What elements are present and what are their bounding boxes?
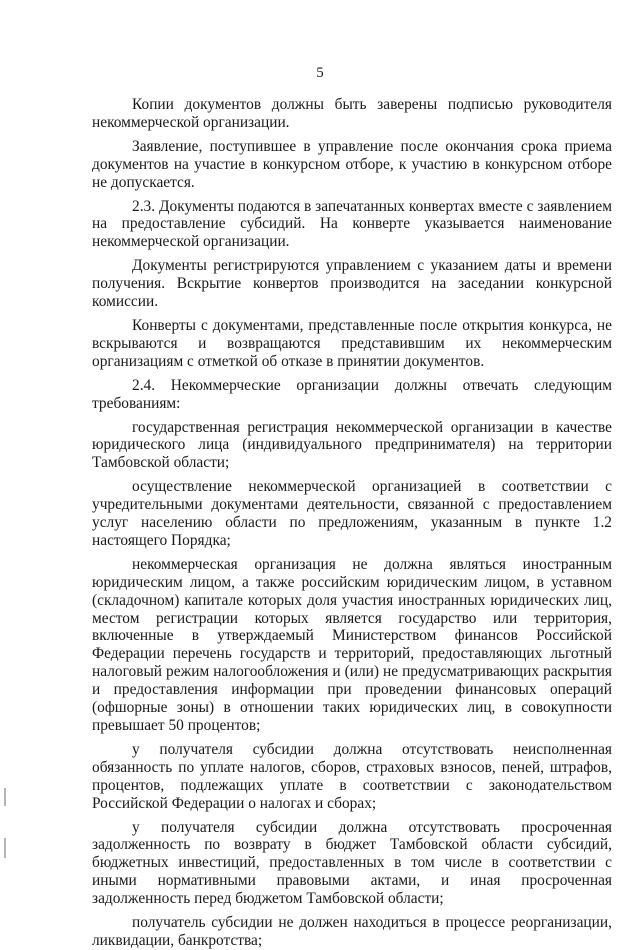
paragraph: Заявление, поступившее в управление после окончания срока приема документов на участие в конкурсном отборе, к участию в конкурсном отборе не допускается. — [92, 137, 612, 191]
document-body — [92, 96, 612, 950]
paragraph: осуществление некоммерческой организацией в соответствии с учредительными документами деятельности, связанной с предоставлением услуг населению области по предложениям, указанным в пункте 1.2 настоящего Порядка; — [92, 478, 612, 549]
page-number: 5 — [316, 65, 324, 81]
paragraph: 2.3. Документы подаются в запечатанных конвертах вместе с заявлением на предоставление субсидий. На конверте указывается наименование некоммерческой организации. — [92, 197, 612, 251]
paragraph: некоммерческая организация не должна являться иностранным юридическим лицом, а также российским юридическим лицом, в уставном (складочном) капитале которых доля участия иностранных юридических лиц, местом регистрации которых является государство или территория, включенные в утверждаемый Министерством финансов Российской Федерации перечень государств и территорий, предоставляющих льготный налоговый режим налогообложения и (или) не предусматривающих раскрытия и предоставления информации при проведении финансовых операций (офшорные зоны) в отношении таких юридических лиц, в совокупности превышает 50 процентов; — [92, 555, 612, 734]
paragraph: Конверты с документами, представленные после открытия конкурса, не вскрываются и возвращаются представившим их некоммерческим организациям с отметкой об отказе в принятии документов. — [92, 316, 612, 370]
paragraph: государственная регистрация некоммерческой организации в качестве юридического лица (индивидуального предпринимателя) на территории Тамбовской области; — [92, 418, 612, 472]
paragraph: у получателя субсидии должна отсутствовать просроченная задолженность по возврату в бюджет Тамбовской области субсидий, бюджетных инвестиций, предоставленных в том числе в соответствии с иными нормативными правовыми актами, и иная просроченная задолженность перед бюджетом Тамбовской области; — [92, 818, 612, 908]
scan-margin-mark — [4, 788, 6, 806]
paragraph: получатель субсидии не должен находиться в процессе реорганизации, ликвидации, банкротства; — [92, 914, 612, 949]
paragraph: 2.4. Некоммерческие организации должны отвечать следующим требованиям: — [92, 376, 612, 412]
scan-margin-mark — [4, 838, 6, 858]
paragraph: Документы регистрируются управлением с указанием даты и времени получения. Вскрытие конвертов производится на заседании конкурсной комиссии. — [92, 257, 612, 311]
paragraph: Копии документов должны быть заверены подписью руководителя некоммерческой организации. — [92, 96, 612, 131]
paragraph: у получателя субсидии должна отсутствовать неисполненная обязанность по уплате налогов, сборов, страховых взносов, пеней, штрафов, процентов, подлежащих уплате в соответствии с законодательством Российской Федерации о налогах и сборах; — [92, 740, 612, 812]
